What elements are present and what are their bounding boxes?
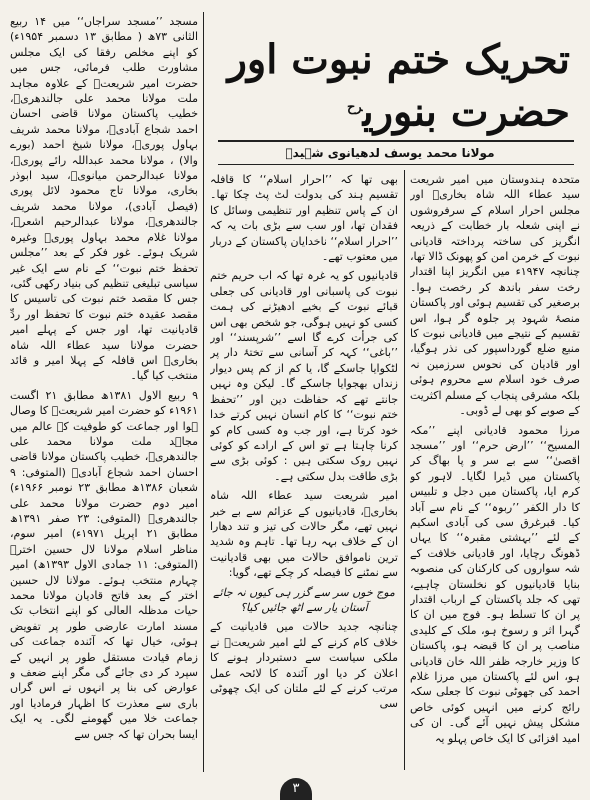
middle-paragraph-4: چنانچہ جدید حالات میں قادیانیت کے خلاف کام کرنے کے لئے امیر شریعتؒ نے ملکی سیاست سے دستبردار ہونے کا اعلان کر دیا اور آئندہ کا لائحہ عمل مرتب کرنے کے لئے ملتان کی ایک چھوٹی سی [210, 620, 398, 711]
right-column [410, 172, 580, 772]
byline-rule [218, 164, 574, 165]
left-paragraph-2: ۹ ربیع الاول ۱۳۸۱ھ مطابق ۲۱ اگست ۱۹۶۱ء کو حضرت امیر شریعتؒ کا وصال ہوا اور جماعت کو طوفیت کے عالم میں مجاہد ملت مولانا محمد علی جالندھریؒ، خطیب پاکستان مولانا قاضی احسان احمد شجاع آبادیؒ (المتوفی: ۹ شعبان ۱۳۸۶ھ مطابق ۲۳ نومبر ۱۹۶۶ء) امیر دوم حضرت مولانا محمد علی جالندھریؒ (المتوفی: ۲۳ صفر ۱۳۹۱ھ مطابق ۲۱ اپریل ۱۹۷۱ء) امیر سوم، مناظر اسلام مولانا لال حسین اخترؒ (المتوفی: ۱۱ جمادی الاول ۱۳۹۳ھ) امیر چہارم منتخب ہوئے۔ مولانا لال حسین اختر کے بعد فاتح قادیان مولانا محمد حیات مدظلہ العالی کو اپنے انتخاب تک مسند امارت عارضی طور پر تفویض ہوئی، خیال تھا کہ آئندہ جماعت کی زمام قیادت مستقل طور پر انہیں کے سپرد کر دی جائے گی مگر اپنے ضعف و عوارض کی بنا پر انہوں نے اس گراں باری سے معذرت کا اظہار فرمادیا اور جماعت خلا میں گھومنے لگی۔ یہ ایک ایسا بحران تھا کہ جس سے [10, 388, 198, 741]
title-honorific: رح [347, 100, 363, 115]
left-column [10, 14, 198, 774]
middle-paragraph-1: بھی تھا کہ ’’احرار اسلام‘‘ کا قافلہ تقسیم ہند کی بدولت لٹ پٹ چکا تھا۔ ان کے پاس تنظیم اور تنظیمی وسائل کا فقدان تھا، اور سب سے بڑی بات یہ کہ ’’احرار اسلام‘‘ ناخدایان پاکستان کے دربار میں معتوب تھے۔ [210, 173, 398, 264]
article-byline: مولانا محمد یوسف لدھیانوی شہیدؒ [285, 146, 495, 160]
page-number: ۳ [280, 778, 312, 800]
article-title-text: تحریک ختم نبوت اور حضرت بنوری [227, 36, 570, 136]
title-underline [218, 140, 574, 142]
poem-line-1: موج خوں سر سے گزر ہی کیوں نہ جائے [213, 585, 395, 599]
poem-line-2: آستان یار سے اٹھ جائیں کیا؟ [240, 600, 368, 614]
middle-column [210, 172, 398, 772]
column-divider-right [404, 170, 405, 770]
right-paragraph-1: متحدہ ہندوستان میں امیر شریعت سید عطاء اللہ شاہ بخاریؒ اور مجلس احرار اسلام کے سرفروشوں نے اپنی شعلہ بار خطابت کے ذریعہ انگریز کی ساختہ پرداختہ قادیانی نبوت کے خرمن امن کو پھونک ڈالا تھا، چنانچہ ۱۹۴۷ء میں انگریز اپنا اقتدار رخت سفر باندھ کر رخصت ہوا۔ برصغیر کی تقسیم ہوئی اور پاکستان منصۂ شہود پر جلوہ گر ہوا، اس تقسیم کے نتیجے میں قادیانی نبوت کا منبع ضلع گورداسپور کی نذر ہوگیا، اور قادیان کی نحوس سرزمین نہ صرف خود اسلام سے محروم ہوئی بلکہ مشرقی پنجاب کے مسلم اکثریت کے صوبے کو بھی لے ڈوبی۔ [410, 173, 580, 418]
poem-couplet [210, 585, 398, 616]
right-paragraph-2: مرزا محمود قادیانی اپنے ’’مکہ المسیح‘‘ ’’ارض حرم‘‘ اور ’’مسجد اقصیٰ‘‘ سے بے سر و پا بھاگ کر پاکستان میں ڈیرا لگایا۔ لاہور کو کرم ایا، پاکستان میں دجل و تلبیس کا دار الکفر ’’ربوہ‘‘ کے نام سے آباد کیا۔ قبرغرق سی کی آبادی اسکیم کے لئے ’’بہشتی مقبرہ‘‘ کا یہاں ڈھونگ رچایا، اور قادیانی خلافت کے شہ سواروں کی کارکنان کی منصوبہ بنایا قادیانیوں کو نخلستان چاہیے، تھی کہ جلد پاکستان کے ارباب اقتدار پر ان کا تسلط ہو۔ فوج میں ان کا گہرا اثر و رسوخ ہو، ملک کے کلیدی مناصب پر ان کا قبضہ ہو، پاکستان کا وزیر خارجہ ظفر اللہ خان قادیانی ہو، اس لئے پاکستان میں مرزا غلام احمد کی جھوٹی نبوت کا جعلی سکہ رائج کرنے میں انہیں کوئی خاص مشکل پیش نہیں آئے گی۔ ان کی امید افزائی کا ایک خاص پہلو یہ [410, 423, 580, 745]
left-paragraph-1: مسجد ’’مسجد سراجاں‘‘ میں ۱۴ ربیع الثانی ۷۳ھ ( مطابق ۱۳ دسمبر ۱۹۵۴ء) کو اپنے مخلص رفقا کی ایک مجلس مشاورت طلب فرمائی، جس میں حضرت امیر شریعتؒ کے علاوہ مجاہد ملت مولانا محمد علی جالندھریؒ، خطیب پاکستان مولانا قاضی احسان احمد شجاع آبادیؒ، مولانا محمد شریف بہاول پوریؒ، مولانا شیخ احمد (بورے والا) ، مولانا محمد عبداللہ رائے پوریؒ، مولانا عبدالرحمن میانویؒ، سید ابوذر بخاری، مولانا تاج محمود لائل پوری (فیصل آبادی)، مولانا محمد شریف جالندھریؒ، مولانا عبدالرحیم اشعرؒ، مولانا غلام محمد بہاول پوریؒ وغیرہ شریک ہوئے۔ غور فکر کے بعد ’’مجلس تحفظ ختم نبوت‘‘ کے نام سے ایک غیر سیاسی تبلیغی تنظیم کی بنیاد رکھی گئی، جس کا مقصد ختم نبوت کی تاسیس کا مقصد عقیدہ ختم نبوت کا تحفظ اور ردِّ قادیانیت تھا، اور جس کے پہلے امیر حضرت مولانا سید عطاء اللہ شاہ بخاریؒ اس قافلہ کے پہلا امیر و قائد منتخب کیا گیا۔ [10, 15, 198, 383]
middle-paragraph-3: امیر شریعت سید عطاء اللہ شاہ بخاریؒ، قادیانیوں کے عزائم سے بے خبر نہیں تھے، مگر حالات کی تیز و تند دھارا ان کے خلاف بہہ رہا تھا۔ تاہم وہ شدید ترین ناموافق حالات میں بھی قادیانیت سے نمٹنے کا فیصلہ کر چکے تھے، گویا: [210, 489, 398, 580]
middle-paragraph-2: قادیانیوں کو یہ غرہ تھا کہ اب حریم ختم نبوت کی پاسبانی اور قادیانی کی جعلی قبائے نبوت کے بخیے ادھیڑنے کی ہمت کسی کو نہیں ہوگی، جو شخص بھی اس کی جرأت کرے گا اسے ’’شرپسند‘‘ اور ’’باغی‘‘ کہہ کر آسانی سے تختۂ دار پر لٹکوایا جاسکے گا، یا کم از کم پس دیوار زنداں بھجوایا جاسکے گا۔ لیکن وہ نہیں جانتے تھے کہ حفاظت دین اور ’’تحفظ ختم نبوت‘‘ کا کام انسان نہیں کرتے خدا خود کرتا ہے، اور جب وہ کسی کام کو کرنا چاہتا ہے تو اس کے ارادے کو کوئی نہیں روک سکتی ہیں : کوئی بڑی سے بڑی طاقت بدل سکتی ہے۔ [210, 269, 398, 483]
column-divider-left [203, 12, 204, 772]
article-title [190, 36, 570, 136]
